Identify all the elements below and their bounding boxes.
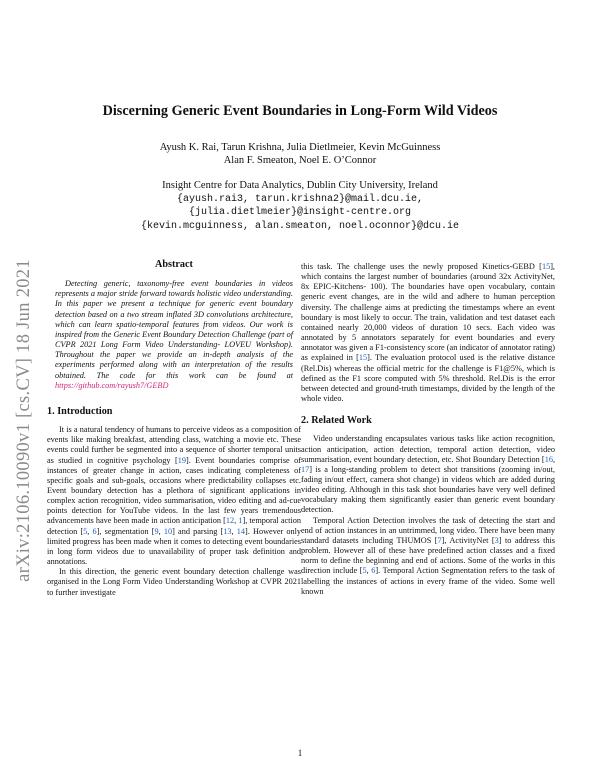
paragraph-text: ,	[234, 516, 239, 526]
email-line-3: {kevin.mcguinness, alan.smeaton, noel.oconnor}@dcu.ie	[140, 220, 460, 232]
paragraph-text: ] and parsing [	[172, 526, 224, 536]
paragraph-text: ,	[87, 526, 93, 536]
citation-link[interactable]: 6	[371, 566, 376, 576]
email-line-1: {ayush.rai3, tarun.krishna2}@mail.dcu.ie,	[176, 193, 424, 205]
citation-link[interactable]: 15	[541, 262, 551, 271]
citation-link[interactable]: 5	[83, 526, 88, 536]
author-list	[60, 141, 540, 167]
paragraph-text: ]. However only limited progress has been made when it comes to detecting event boundaries in long form videos due to unavailability of proper task definition and annotations.	[47, 526, 302, 567]
abstract-body: Detecting generic, taxonomy-free event boundaries in videos represents a major stride forward towards holistic video understanding. In this paper we present a technique for generic event boundary detection based on a two stream inflated 3D convolutions architecture, which can learn spatio-temporal features from videos. Our work is inspired from the Generic Event Boundary Detection Challenge (part of CVPR 2021 Long Form Video Understanding- LOVEU Workshop). Throughout the paper we provide an in-depth analysis of the experiments performed along with an interpretation of the results obtained. The code for this work can be found at	[55, 279, 293, 380]
related-paragraph-1	[301, 434, 555, 515]
code-link[interactable]: https://github.com/rayush7/GEBD	[55, 380, 169, 390]
citation-link[interactable]: 17	[301, 464, 310, 474]
related-paragraph-2	[301, 516, 555, 597]
citation-link[interactable]: 15	[358, 353, 368, 363]
paragraph-text: ]. The evaluation protocol used is the relative distance (Rel.Dis) whereas the official metric for the challenge is F1@5%, which is defined as the F1 score computed with 5% threshold. Rel.Dis is the error between detected and ground-truth timestamps, divided by the length of the whole video.	[301, 353, 556, 404]
author-line-2: Alan F. Smeaton, Noel E. O’Connor	[223, 155, 377, 166]
paragraph-text: ], segmentation [	[96, 526, 155, 536]
paragraph-text: ,	[366, 566, 372, 576]
paragraph-text: ] to address this problem. However all of these have predefined action classes and a fixed norm to define the beginning and end of actions. Some of the works in this direction include [	[301, 535, 555, 576]
paragraph-text: ], which contains the largest number of boundaries (around 32x ActivityNet, 8x EPIC-Kitchens- 100). The boundaries have open vocabulary, contain generic event changes, are in the wild and adhere to human perception diversity. The challenge aims at predicting the timestamps where an event boundary is most likely to occur. The train, validation and test dataset each contained nearly 20,000 videos of duration 10 secs. Each video was annotated by 5 annotators separately for event boundaries and every annotator was given a F1-consistency score (an indicator of annotator rating) as explained in [	[301, 262, 555, 363]
citation-link[interactable]: 10	[163, 526, 173, 536]
paragraph-text: It is a natural tendency of humans to perceive videos as a composition of events like making breakfast, attending class, watching a movie etc. These events could further be segmented into a sequence of shorter temporal units as studied in cognitive psychology [	[47, 425, 301, 465]
paragraph-text: this task. The challenge uses the newly proposed Kinetics-GEBD [	[301, 262, 542, 271]
paper-title: Discerning Generic Event Boundaries in Long-Form Wild Videos	[102, 103, 498, 119]
citation-link[interactable]: 19	[177, 455, 186, 465]
paragraph-text: ,	[158, 526, 164, 536]
citation-link[interactable]: 5	[362, 566, 367, 576]
arxiv-identifier	[12, 210, 36, 630]
left-column	[47, 260, 301, 598]
paragraph-text: ] is a long-standing problem to detect shot transitions (zooming in/out, fading in/out effect, camera shot change) in videos which are added during video editing. Although in this task shot boundaries have very well defined vocabulary making them significantly easier than generic event boundary detection.	[301, 464, 555, 515]
right-column	[301, 262, 555, 597]
paragraph-text: Temporal Action Detection involves the task of detecting the start and end of action instances in an untrimmed, long video. There have been many standard datasets including THUMOS [	[301, 515, 555, 545]
author-line-1: Ayush K. Rai, Tarun Krishna, Julia Dietlmeier, Kevin McGuinness	[159, 142, 441, 153]
paragraph-text: ]. Event boundaries comprise of instances of greater change in action, cases indicating completeness of specific goals and sub-goals, occasions where predictability collapses etc. Event boundary detection has a plethora of significant applications in complex action recognition, video summarisation, video editing and ad-cue points detection for YouTube videos. In the last few years tremendous advancements have been made in action anticipation [	[47, 455, 301, 526]
abstract-text	[55, 279, 293, 391]
email-line-2: {julia.dietlmeier}@insight-centre.org	[188, 207, 412, 218]
citation-link[interactable]: 16	[544, 454, 553, 464]
paragraph-text: ], temporal action detection [	[47, 516, 301, 536]
paragraph-text: ]. Temporal Action Segmentation refers to the task of labelling the instances of actions in every frame of the video. Some well known	[301, 566, 555, 596]
paragraph-text: ], ActivityNet [	[441, 535, 495, 545]
citation-link[interactable]: 6	[92, 526, 97, 536]
paragraph-text: ,	[552, 454, 555, 464]
intro-paragraph-2: In this direction, the generic event boundary detection challenge was organised in the Long Form Video Understanding Workshop at CVPR 2021 to further investigate	[47, 567, 301, 597]
citation-link[interactable]: 1	[238, 516, 243, 526]
intro-heading: 1. Introduction	[47, 405, 113, 417]
affiliation: Insight Centre for Data Analytics, Dublin City University, Ireland	[162, 180, 438, 191]
intro-paragraph-1	[47, 425, 301, 567]
paragraph-text: ,	[231, 526, 237, 536]
page-number: 1	[297, 748, 303, 758]
affiliation-block	[60, 179, 540, 233]
right-paragraph-1	[301, 262, 555, 404]
citation-link[interactable]: 13	[223, 526, 232, 536]
citation-link[interactable]: 7	[437, 535, 442, 545]
citation-link[interactable]: 14	[236, 526, 246, 536]
citation-link[interactable]: 9	[154, 526, 159, 536]
citation-link[interactable]: 3	[494, 535, 499, 545]
paragraph-text: Video understanding encapsulates various tasks like action recognition, action anticipation, action detection, temporal action detection, video summarisation, event boundary detection, etc. Shot Boundary Detection [	[301, 434, 555, 464]
arxiv-id-text: arXiv:2106.10090v1 [cs.CV] 18 Jun 2021	[13, 258, 34, 582]
related-work-heading: 2. Related Work	[301, 415, 372, 427]
citation-link[interactable]: 12	[225, 516, 235, 526]
abstract-heading: Abstract	[155, 259, 193, 270]
